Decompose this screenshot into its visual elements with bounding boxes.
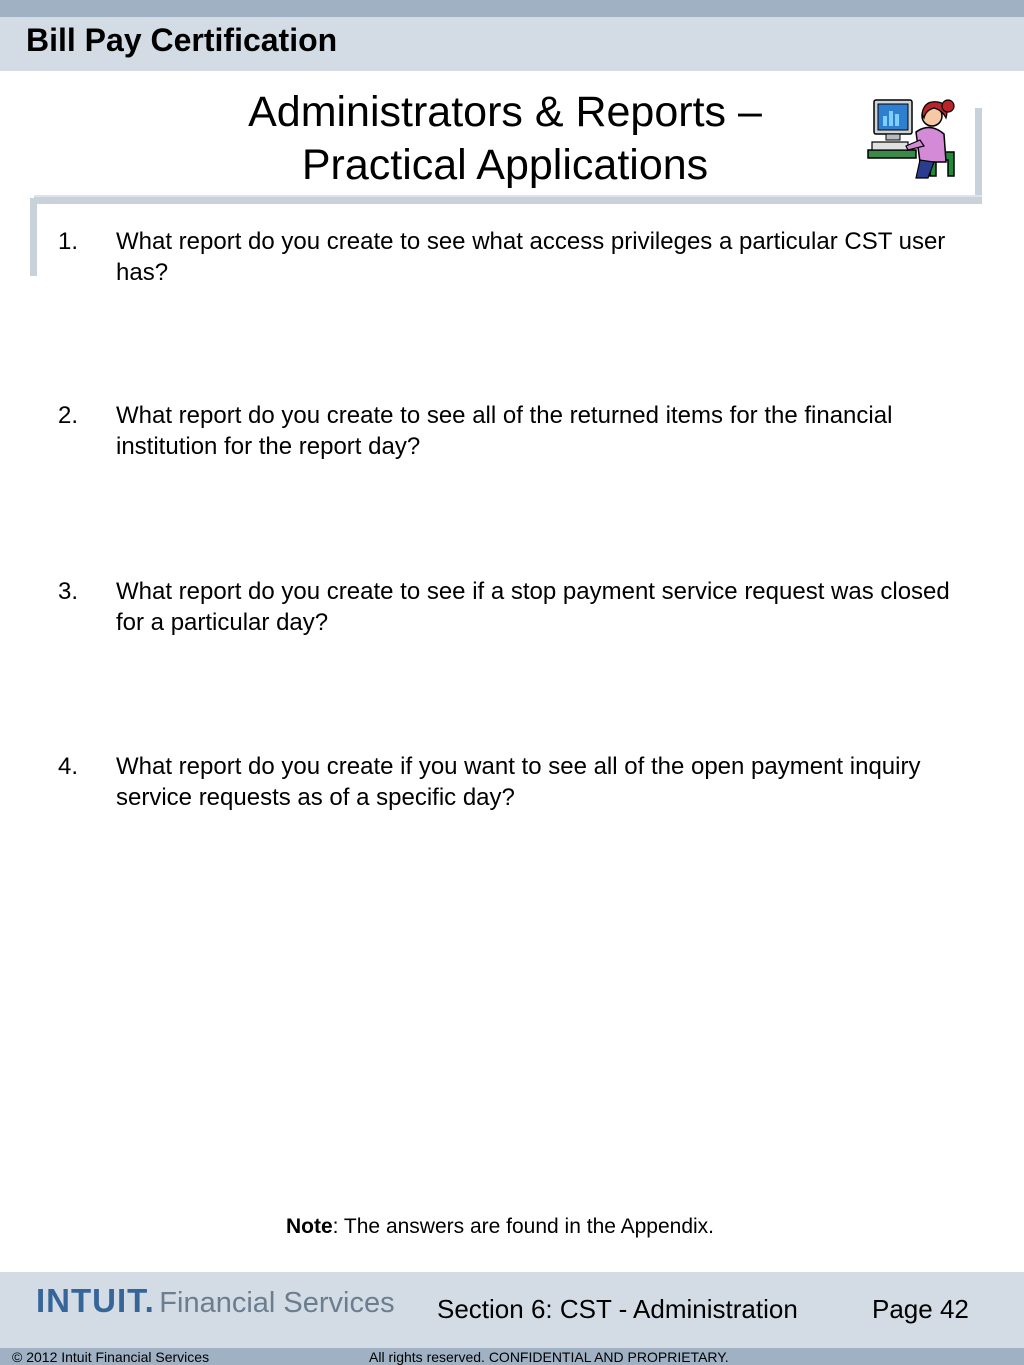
note-text: : The answers are found in the Appendix. bbox=[332, 1215, 715, 1238]
slide-title bbox=[150, 86, 860, 192]
question-text: What report do you create to see what access privileges a particular CST user has? bbox=[116, 228, 946, 286]
question-number: 4. bbox=[58, 753, 79, 780]
question-text: What report do you create to see all of the returned items for the financial institution for the report day? bbox=[116, 402, 893, 460]
question-number: 2. bbox=[58, 402, 79, 429]
question-text: What report do you create if you want to see all of the open payment inquiry service requests as of a specific day? bbox=[116, 753, 921, 811]
header-title: Bill Pay Certification bbox=[26, 22, 338, 58]
frame-right-bar bbox=[975, 108, 982, 204]
question-text: What report do you create to see if a stop payment service request was closed for a particular day? bbox=[116, 578, 950, 636]
frame-divider bbox=[34, 195, 982, 204]
rights-notice: All rights reserved. CONFIDENTIAL AND PROPRIETARY. bbox=[369, 1349, 729, 1365]
section-label: Section 6: CST - Administration bbox=[437, 1294, 798, 1324]
page-number: Page 42 bbox=[872, 1294, 969, 1324]
note-label: Note bbox=[285, 1215, 333, 1238]
top-stripe bbox=[0, 0, 1024, 17]
logo-suffix: Financial Services bbox=[159, 1287, 395, 1319]
slide-title-line1: Administrators & Reports – bbox=[248, 88, 762, 136]
intuit-logo bbox=[36, 1282, 395, 1320]
frame-left-bar bbox=[30, 198, 37, 276]
question-number: 3. bbox=[58, 578, 79, 605]
slide-title-line2: Practical Applications bbox=[301, 141, 709, 189]
copyright: © 2012 Intuit Financial Services bbox=[12, 1349, 210, 1365]
logo-brand: INTUIT. bbox=[36, 1282, 155, 1319]
note bbox=[0, 1215, 1000, 1239]
question-number: 1. bbox=[58, 228, 79, 255]
person-at-computer-icon bbox=[864, 92, 958, 186]
